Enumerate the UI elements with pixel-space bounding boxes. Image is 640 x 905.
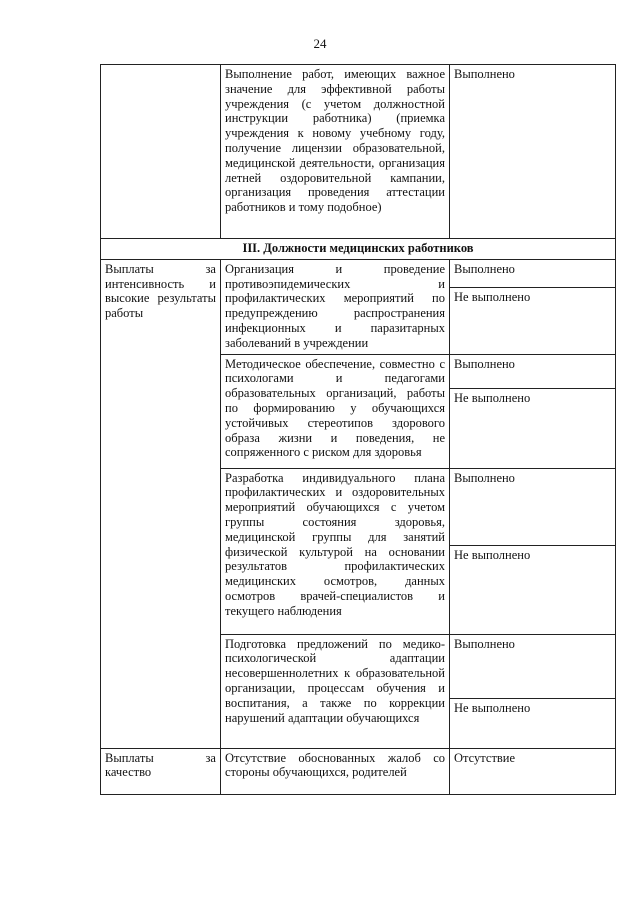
result-cell: Выполнено [450,65,616,239]
section-title: III. Должности медицинских работников [101,239,616,260]
category-cell-intensity: Выплаты за интенсивность и высокие результаты работы [101,259,221,748]
result-not-done-cell: Не выполнено [450,545,616,634]
table-row [101,65,616,239]
result-done-cell: Выполнено [450,468,616,545]
criterion-cell: Выполнение работ, имеющих важное значение для эффективной работы учреждения (с учетом должностной инструкции работника) (приемка учреждения к новому учебному году, получение лицензии образовательной, медицинской деятельности, организация летней оздоровительной кампании, организация проведения аттестации работников и тому подобное) [221,65,450,239]
criterion-cell: Методическое обеспечение, совместно с психологами и педагогами образовательных организаций, работы по формированию у обучающихся устойчивых стереотипов здорового образа жизни и поведения, не сопряженного с риском для здоровья [221,354,450,468]
category-cell-empty [101,65,221,239]
result-not-done-cell: Не выполнено [450,389,616,468]
result-done-cell: Выполнено [450,259,616,287]
result-not-done-cell: Не выполнено [450,699,616,748]
criterion-cell: Разработка индивидуального плана профилактических и оздоровительных мероприятий обучающихся с учетом группы состояния здоровья, медицинской группы для занятий физической культурой на основании результатов профилактических медицинских осмотров, данных осмотров врачей-специалистов и текущего наблюдения [221,468,450,634]
criterion-cell: Отсутствие обоснованных жалоб со стороны обучающихся, родителей [221,748,450,794]
result-cell: Отсутствие [450,748,616,794]
criterion-cell: Подготовка предложений по медико-психологической адаптации несовершеннолетних к образовательной организации, процессам обучения и воспитания, а также по коррекции нарушений адаптации обучающихся [221,634,450,748]
table-row [101,259,616,287]
result-done-cell: Выполнено [450,354,616,389]
page-number: 24 [313,36,327,51]
table-row [101,748,616,794]
section-row [101,239,616,260]
criterion-cell: Организация и проведение противоэпидемических и профилактических мероприятий по предупреждению распространения инфекционных и паразитарных заболеваний в учреждении [221,259,450,354]
criteria-table [100,64,616,795]
result-not-done-cell: Не выполнено [450,287,616,354]
category-cell-quality: Выплаты за качество [101,748,221,794]
result-done-cell: Выполнено [450,634,616,699]
